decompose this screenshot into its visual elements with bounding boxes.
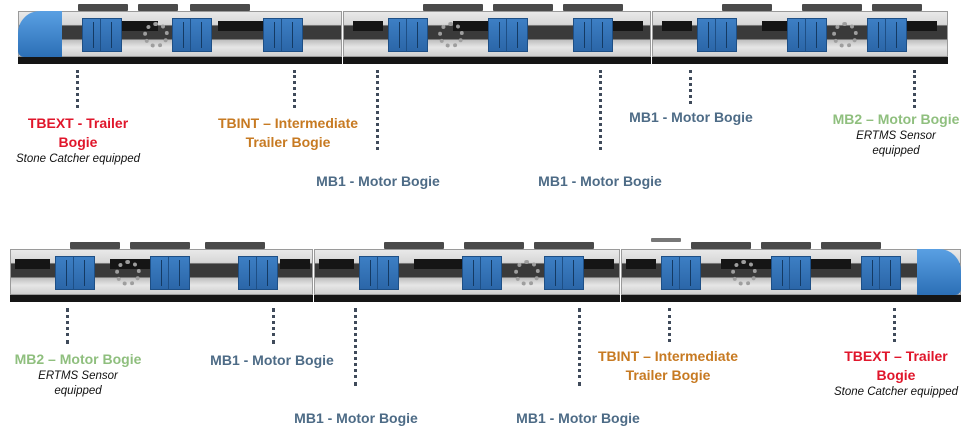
label-title: TBINT – Intermediate Trailer Bogie — [597, 348, 739, 383]
top-pointer-5 — [689, 70, 692, 104]
bottom-label-mb1-b — [276, 409, 436, 428]
top-label-mb1-c — [611, 108, 771, 127]
label-title: MB1 - Motor Bogie — [210, 352, 334, 368]
bottom-train — [0, 240, 974, 302]
label-title: MB1 - Motor Bogie — [516, 410, 640, 426]
bottom-label-tbext — [818, 347, 974, 400]
label-title: MB2 – Motor Bogie — [14, 351, 142, 367]
top-label-tbint — [200, 114, 376, 152]
gear-icon — [438, 22, 464, 48]
top-pointer-6 — [913, 70, 916, 108]
top-pointer-2 — [293, 70, 296, 108]
label-title: TBINT – Intermediate Trailer Bogie — [217, 115, 359, 150]
top-train — [0, 2, 974, 64]
top-label-mb1-b — [520, 172, 680, 191]
gear-icon — [115, 260, 141, 286]
bottom-label-mb1-a — [192, 351, 352, 370]
gear-icon — [143, 22, 169, 48]
top-label-mb1-a — [298, 172, 458, 191]
label-title: TBEXT - Trailer Bogie — [27, 115, 129, 150]
bottom-pointer-5 — [668, 308, 671, 342]
bottom-label-mb1-c — [498, 409, 658, 428]
label-title: MB2 – Motor Bogie — [832, 111, 960, 127]
gear-icon — [514, 260, 540, 286]
top-pointer-3 — [376, 70, 379, 150]
label-title: TBEXT – Trailer Bogie — [844, 348, 948, 383]
label-title: MB1 - Motor Bogie — [538, 173, 662, 189]
label-subtitle: ERTMS Sensor equipped — [856, 130, 936, 157]
label-title: MB1 - Motor Bogie — [294, 410, 418, 426]
cab-front-right — [917, 249, 961, 295]
bottom-label-tbint — [580, 347, 756, 385]
label-subtitle: Stone Catcher equipped — [15, 153, 141, 165]
top-label-tbext — [0, 114, 156, 167]
bottom-car-1 — [10, 240, 313, 302]
label-subtitle: ERTMS Sensor equipped — [38, 370, 118, 397]
gear-icon — [832, 22, 858, 48]
top-pointer-1 — [76, 70, 79, 108]
label-title: MB1 - Motor Bogie — [629, 109, 753, 125]
bottom-pointer-6 — [893, 308, 896, 342]
cab-front-left — [18, 11, 62, 57]
bottom-car-3 — [621, 240, 961, 302]
top-label-mb2 — [818, 110, 974, 159]
top-car-3 — [652, 2, 948, 64]
bottom-pointer-1 — [66, 308, 69, 344]
gear-icon — [731, 260, 757, 286]
bottom-pointer-2 — [272, 308, 275, 344]
bottom-pointer-3 — [354, 308, 357, 386]
bottom-label-mb2 — [0, 350, 156, 399]
top-car-1 — [18, 2, 342, 64]
top-pointer-4 — [599, 70, 602, 150]
bottom-car-2 — [314, 240, 620, 302]
label-title: MB1 - Motor Bogie — [316, 173, 440, 189]
top-car-2 — [343, 2, 651, 64]
label-subtitle: Stone Catcher equipped — [833, 386, 959, 398]
